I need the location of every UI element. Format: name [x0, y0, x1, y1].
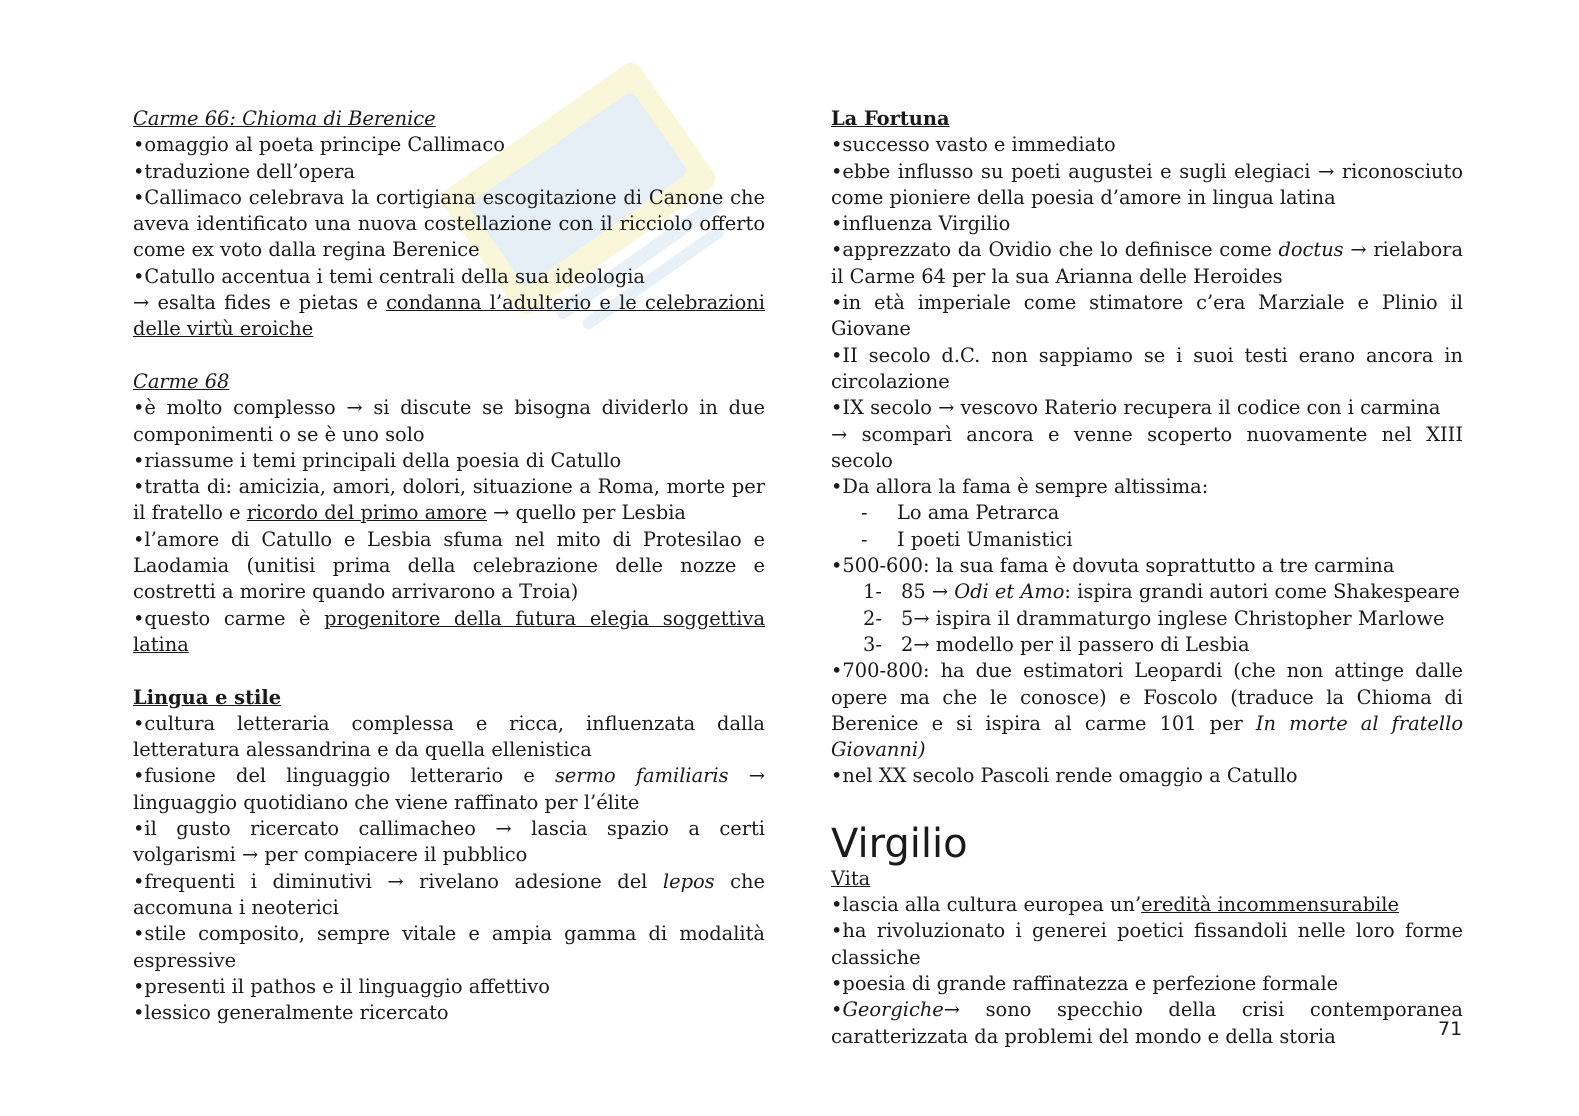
lingua-title: Lingua e stile — [133, 685, 282, 709]
carme68-section — [133, 369, 765, 395]
bullet: •lessico generalmente ricercato — [133, 1001, 449, 1025]
bullet: •traduzione dell’opera — [133, 159, 356, 183]
bullet: •ha rivoluzionato i generei poetici fissandoli nelle loro forme classiche — [831, 919, 1463, 969]
bullet: •700-800: ha due estimatori Leopardi (che non attinge dalle opere ma che le conosce) e Foscolo (traduce la Chioma di Berenice e si ispira al carme 101 per In morte al fratello Giovanni) — [831, 659, 1463, 762]
bullet: •in età imperiale come stimatore c’era Marziale e Plinio il Giovane — [831, 291, 1463, 341]
numbered-item: 3- 2→ modello per il passero di Lesbia — [863, 632, 1250, 656]
right-column — [831, 106, 1463, 1050]
bullet: •stile composito, sempre vitale e ampia gamma di modalità espressive — [133, 922, 765, 972]
page-number: 71 — [1438, 1018, 1463, 1040]
bullet: •è molto complesso → si discute se bisogna dividerlo in due componimenti o se è uno solo — [133, 396, 765, 446]
bullet: •influenza Virgilio — [831, 212, 1011, 236]
bullet: •Da allora la fama è sempre altissima: — [831, 475, 1209, 499]
arrow-line: → esalta fides e pietas e condanna l’adulterio e le celebrazioni delle virtù eroiche — [133, 291, 765, 341]
bullet: •ebbe influsso su poeti augustei e sugli elegiaci → riconosciuto come pioniere della poesia d’amore in lingua latina — [831, 159, 1463, 209]
bullet: •l’amore di Catullo e Lesbia sfuma nel mito di Protesilao e Laodamia (unitisi prima della celebrazione delle nozze e costretti a morire quando arrivarono a Troia) — [133, 527, 765, 604]
bullet: •Callimaco celebrava la cortigiana escogitazione di Canone che aveva identificato una nuova costellazione con il ricciolo offerto come ex voto dalla regina Berenice — [133, 185, 765, 262]
carme68-title: Carme 68 — [133, 369, 230, 393]
bullet: •II secolo d.C. non sappiamo se i suoi testi erano ancora in circolazione — [831, 343, 1463, 393]
numbered-item: 2- 5→ ispira il drammaturgo inglese Christopher Marlowe — [863, 606, 1445, 630]
fortuna-title: La Fortuna — [831, 107, 950, 130]
bullet: •frequenti i diminutivi → rivelano adesione del lepos che accomuna i neoterici — [133, 869, 766, 919]
bullet: •nel XX secolo Pascoli rende omaggio a Catullo — [831, 764, 1298, 788]
bullet: •tratta di: amicizia, amori, dolori, situazione a Roma, morte per il fratello e ricordo del primo amore → quello per Lesbia — [133, 475, 765, 525]
bullet: •500-600: la sua fama è dovuta soprattutto a tre carmina — [831, 554, 1395, 578]
carme66-section — [133, 106, 765, 132]
bullet: •questo carme è progenitore della futura elegia soggettiva latina — [133, 606, 766, 656]
carme66-title: Carme 66: Chioma di Berenice — [133, 107, 436, 130]
bullet: •il gusto ricercato callimacheo → lascia spazio a certi volgarismi → per compiacere il pubblico — [133, 817, 765, 867]
lingua-section — [133, 685, 765, 711]
bullet: •omaggio al poeta principe Callimaco — [133, 133, 505, 157]
virgilio-heading: Virgilio — [831, 820, 968, 867]
bullet: •fusione del linguaggio letterario e sermo familiaris → linguaggio quotidiano che viene raffinato per l’élite — [133, 764, 765, 814]
dash-item: - I poeti Umanistici — [861, 527, 1073, 551]
bullet: •presenti il pathos e il linguaggio affettivo — [133, 974, 550, 998]
bullet: •apprezzato da Ovidio che lo definisce come doctus → rielabora il Carme 64 per la sua Arianna delle Heroides — [831, 238, 1463, 288]
bullet: •Georgiche→ sono specchio della crisi contemporanea caratterizzata da problemi del mondo e della storia — [831, 998, 1463, 1048]
dash-item: - Lo ama Petrarca — [861, 501, 1060, 525]
bullet: •Catullo accentua i temi centrali della sua ideologia — [133, 264, 645, 288]
bullet: •riassume i temi principali della poesia di Catullo — [133, 448, 622, 472]
vita-section — [831, 866, 1463, 892]
numbered-item: 1- 85 → Odi et Amo: ispira grandi autori come Shakespeare — [863, 580, 1460, 604]
fortuna-section — [831, 106, 1463, 132]
arrow-line: → scomparì ancora e venne scoperto nuovamente nel XIII secolo — [831, 422, 1463, 472]
bullet: •IX secolo → vescovo Raterio recupera il codice con i carmina — [831, 396, 1441, 420]
bullet: •poesia di grande raffinatezza e perfezione formale — [831, 971, 1339, 995]
bullet: •cultura letteraria complessa e ricca, influenzata dalla letteratura alessandrina e da quella ellenistica — [133, 711, 765, 762]
vita-title: Vita — [831, 866, 871, 890]
left-column — [133, 106, 765, 1026]
bullet: •lascia alla cultura europea un’eredità incommensurabile — [831, 893, 1399, 917]
bullet: •successo vasto e immediato — [831, 133, 1116, 157]
